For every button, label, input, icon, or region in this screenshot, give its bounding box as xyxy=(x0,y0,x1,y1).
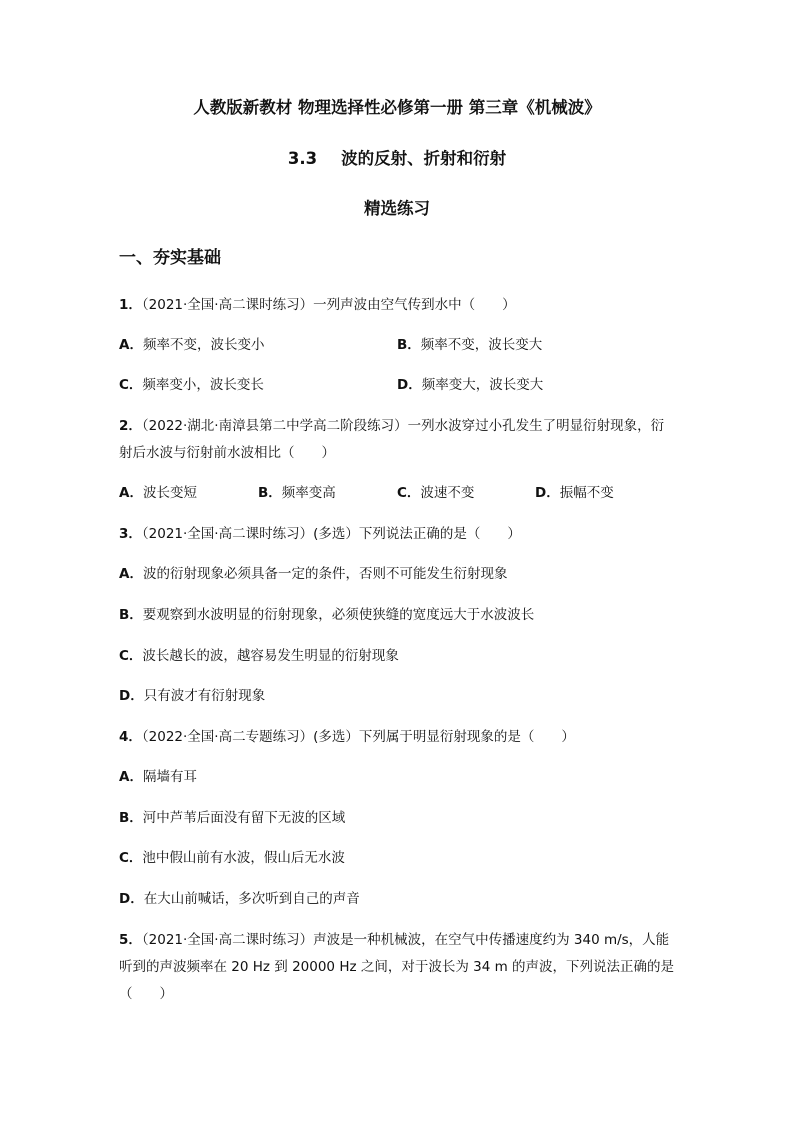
question-4-option-d xyxy=(119,889,360,909)
question-2-option-c xyxy=(397,483,474,503)
question-5-text-1: （2021·全国·高二课时练习）声波是一种机械波，在空气中传播速度约为 340 m/s，人能 xyxy=(141,932,670,948)
question-4-option-a xyxy=(119,767,197,787)
option-text: 只有波才有衍射现象 xyxy=(143,688,266,704)
question-4-option-c xyxy=(119,848,345,868)
question-3-option-c xyxy=(119,646,399,666)
question-3-option-a xyxy=(119,564,507,584)
option-text: 波速不变 xyxy=(420,485,475,501)
option-letter: A． xyxy=(119,769,143,785)
question-2-option-b xyxy=(258,483,336,503)
option-text: 频率变高 xyxy=(281,485,336,501)
question-1-option-a xyxy=(119,335,264,355)
option-text: 要观察到水波明显的衍射现象，必须使狭缝的宽度远大于水波波长 xyxy=(142,607,535,623)
question-2-stem-line-1 xyxy=(119,416,664,436)
document-title: 人教版新教材 物理选择性必修第一册 第三章《机械波》 xyxy=(193,98,601,117)
question-5-stem-line-2: 听到的声波频率在 20 Hz 到 20000 Hz 之间，对于波长为 34 m 的声波，下列说法正确的是 xyxy=(119,959,675,975)
option-letter: D． xyxy=(119,688,144,704)
option-letter: C． xyxy=(119,850,143,866)
option-text: 隔墙有耳 xyxy=(142,769,197,785)
option-text: 频率变小，波长变长 xyxy=(142,377,264,393)
question-1-text: （2021·全国·高二课时练习）一列声波由空气传到水中（ ） xyxy=(141,297,516,313)
option-letter: A． xyxy=(119,337,143,353)
lesson-heading xyxy=(0,148,794,170)
question-4-option-b xyxy=(119,808,345,828)
option-letter: B． xyxy=(397,337,421,353)
option-text: 波的衍射现象必须具备一定的条件，否则不可能发生衍射现象 xyxy=(142,566,508,582)
question-4-text: （2022·全国·高二专题练习）(多选）下列属于明显衍射现象的是（ ） xyxy=(141,729,575,745)
question-5-stem-line-1 xyxy=(119,930,669,950)
option-letter: B． xyxy=(119,810,143,826)
option-text: 池中假山前有水波，假山后无水波 xyxy=(142,850,345,866)
question-2-stem-line-2: 射后水波与衍射前水波相比（ ） xyxy=(119,445,335,461)
option-text: 河中芦苇后面没有留下无波的区域 xyxy=(142,810,346,826)
option-letter: D． xyxy=(535,485,560,501)
question-3-number: 3． xyxy=(119,526,142,542)
option-text: 波长变短 xyxy=(142,485,197,501)
option-text: 频率不变，波长变小 xyxy=(142,337,265,353)
question-3-option-d xyxy=(119,686,265,706)
option-text: 频率不变，波长变大 xyxy=(420,337,543,353)
option-letter: D． xyxy=(397,377,422,393)
question-5-stem-line-3: （ ） xyxy=(119,986,173,1002)
question-1-option-b xyxy=(397,335,542,355)
option-text: 波长越长的波，越容易发生明显的衍射现象 xyxy=(142,648,399,664)
option-letter: C． xyxy=(119,648,143,664)
question-2-text-1: （2022·湖北·南漳县第二中学高二阶段练习）一列水波穿过小孔发生了明显衍射现象，衍 xyxy=(141,418,665,434)
option-letter: A． xyxy=(119,485,143,501)
lesson-title: 波的反射、折射和衍射 xyxy=(341,149,507,168)
question-1-stem xyxy=(119,295,516,315)
section-heading: 一、夯实基础 xyxy=(119,248,221,268)
document-subtitle: 精选练习 xyxy=(364,199,430,218)
option-letter: B． xyxy=(119,607,143,623)
option-letter: C． xyxy=(397,485,421,501)
question-4-number: 4． xyxy=(119,729,142,745)
question-5-number: 5． xyxy=(119,932,142,948)
question-4-stem xyxy=(119,727,575,747)
question-1-option-c xyxy=(119,375,264,395)
question-3-text: （2021·全国·高二课时练习）(多选）下列说法正确的是（ ） xyxy=(141,526,521,542)
question-2-number: 2． xyxy=(119,418,142,434)
question-2-option-a xyxy=(119,483,197,503)
option-letter: D． xyxy=(119,891,144,907)
option-text: 振幅不变 xyxy=(559,485,614,501)
question-2-option-d xyxy=(535,483,614,503)
option-text: 频率变大，波长变大 xyxy=(421,377,544,393)
option-letter: C． xyxy=(119,377,143,393)
question-3-option-b xyxy=(119,605,534,625)
option-letter: B． xyxy=(258,485,282,501)
question-3-stem xyxy=(119,524,521,544)
lesson-number: 3.3 xyxy=(287,149,318,168)
question-1-number: 1． xyxy=(119,297,142,313)
question-1-option-d xyxy=(397,375,543,395)
option-letter: A． xyxy=(119,566,143,582)
option-text: 在大山前喊话，多次听到自己的声音 xyxy=(143,891,360,907)
